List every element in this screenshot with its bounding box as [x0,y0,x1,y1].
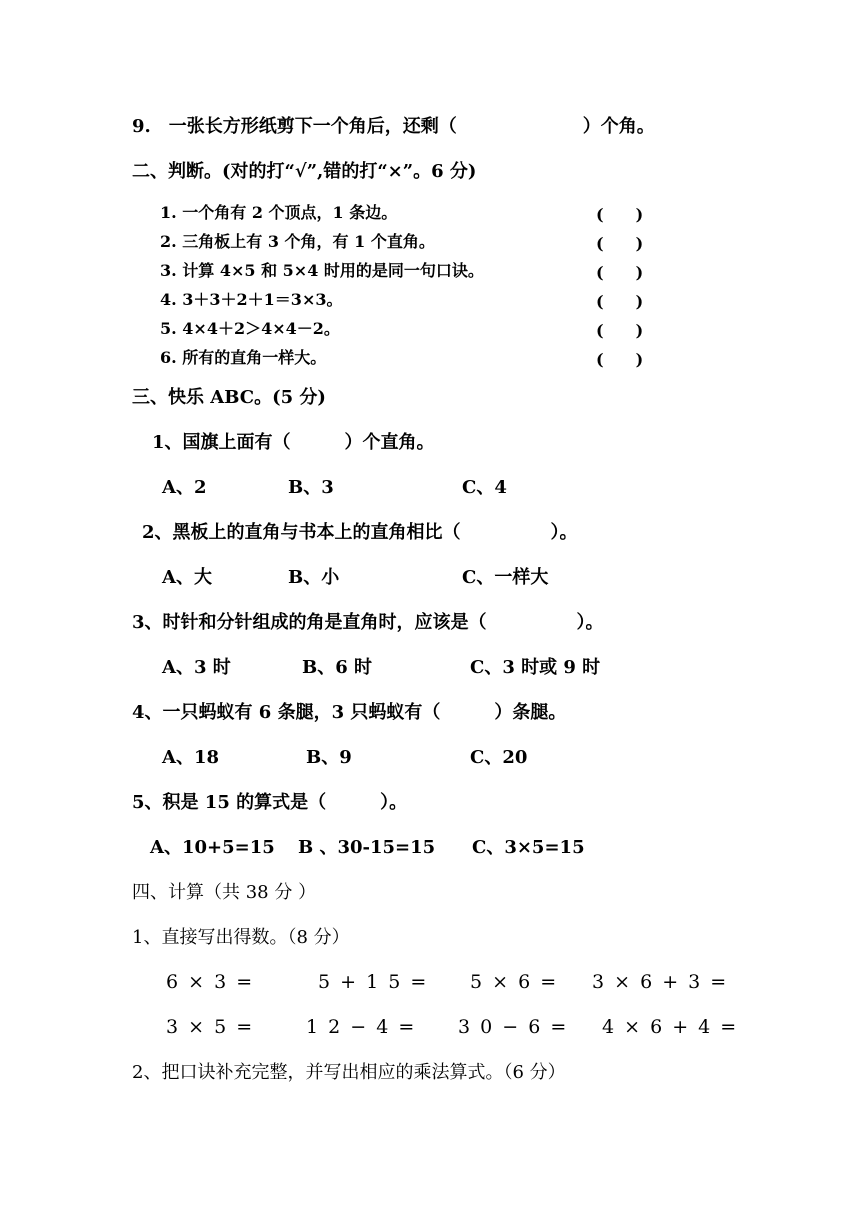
judge-paren-4: ( ) [596,292,644,311]
calc-1-1: 6 × 3 = [166,971,255,993]
calc-2-4: 4 × 6 + 4 = [602,1016,739,1038]
choice-2-option-a: A、大 [162,567,212,588]
choice-2-option-c: C、一样大 [462,567,549,588]
section-2-heading: 二、判断。(对的打“√”,错的打“×”。6 分) [132,161,477,182]
judge-paren-3: ( ) [596,263,644,282]
calc-1-2: 5 + 1 5 = [318,971,429,993]
choice-4-option-a: A、18 [162,747,220,768]
choice-1-option-b: B、3 [288,477,334,498]
judge-paren-6: ( ) [596,350,644,369]
calc-sub-2: 2、把口诀补充完整，并写出相应的乘法算式。（6 分） [132,1062,566,1083]
calc-2-1: 3 × 5 = [166,1016,255,1038]
section-3-heading: 三、快乐 ABC。(5 分) [132,387,326,408]
judge-item-3: 3. 计算 4×5 和 5×4 时用的是同一句口诀。 [160,261,484,280]
judge-item-4: 4. 3＋3＋2＋1＝3×3。 [160,290,343,309]
choice-5-option-a: A、10+5=15 [150,837,275,858]
judge-paren-5: ( ) [596,321,644,340]
choice-2-option-b: B、小 [288,567,340,588]
choice-question-4: 4、一只蚂蚁有 6 条腿，3 只蚂蚁有（ ）条腿。 [132,702,567,723]
judge-paren-1: ( ) [596,205,644,224]
choice-1-option-a: A、2 [162,477,207,498]
choice-question-3: 3、时针和分针组成的角是直角时，应该是（ ）。 [132,612,604,633]
question-9: 9. 一张长方形纸剪下一个角后，还剩（ ）个角。 [132,116,655,137]
choice-3-option-b: B、6 时 [302,657,373,678]
calc-1-3: 5 × 6 = [470,971,559,993]
choice-4-option-b: B、9 [306,747,352,768]
calc-2-3: 3 0 − 6 = [458,1016,569,1038]
judge-paren-2: ( ) [596,234,644,253]
choice-question-2: 2、黑板上的直角与书本上的直角相比（ ）。 [142,522,578,543]
choice-5-option-b: B 、30-15=15 [298,837,436,858]
judge-item-2: 2. 三角板上有 3 个角，有 1 个直角。 [160,232,435,251]
judge-item-5: 5. 4×4＋2＞4×4－2。 [160,319,340,338]
calc-1-4: 3 × 6 + 3 = [592,971,729,993]
section-4-heading: 四、计算（共 38 分 ） [132,882,317,903]
choice-4-option-c: C、20 [470,747,528,768]
judge-item-1: 1. 一个角有 2 个顶点，1 条边。 [160,203,398,222]
choice-5-option-c: C、3×5=15 [472,837,585,858]
calc-sub-1: 1、直接写出得数。（8 分） [132,927,350,948]
choice-question-1: 1、国旗上面有（ ）个直角。 [152,432,435,453]
calc-2-2: 1 2 − 4 = [306,1016,417,1038]
choice-3-option-c: C、3 时或 9 时 [470,657,601,678]
judge-item-6: 6. 所有的直角一样大。 [160,348,327,367]
choice-3-option-a: A、3 时 [162,657,231,678]
choice-question-5: 5、积是 15 的算式是（ ）。 [132,792,408,813]
choice-1-option-c: C、4 [462,477,507,498]
